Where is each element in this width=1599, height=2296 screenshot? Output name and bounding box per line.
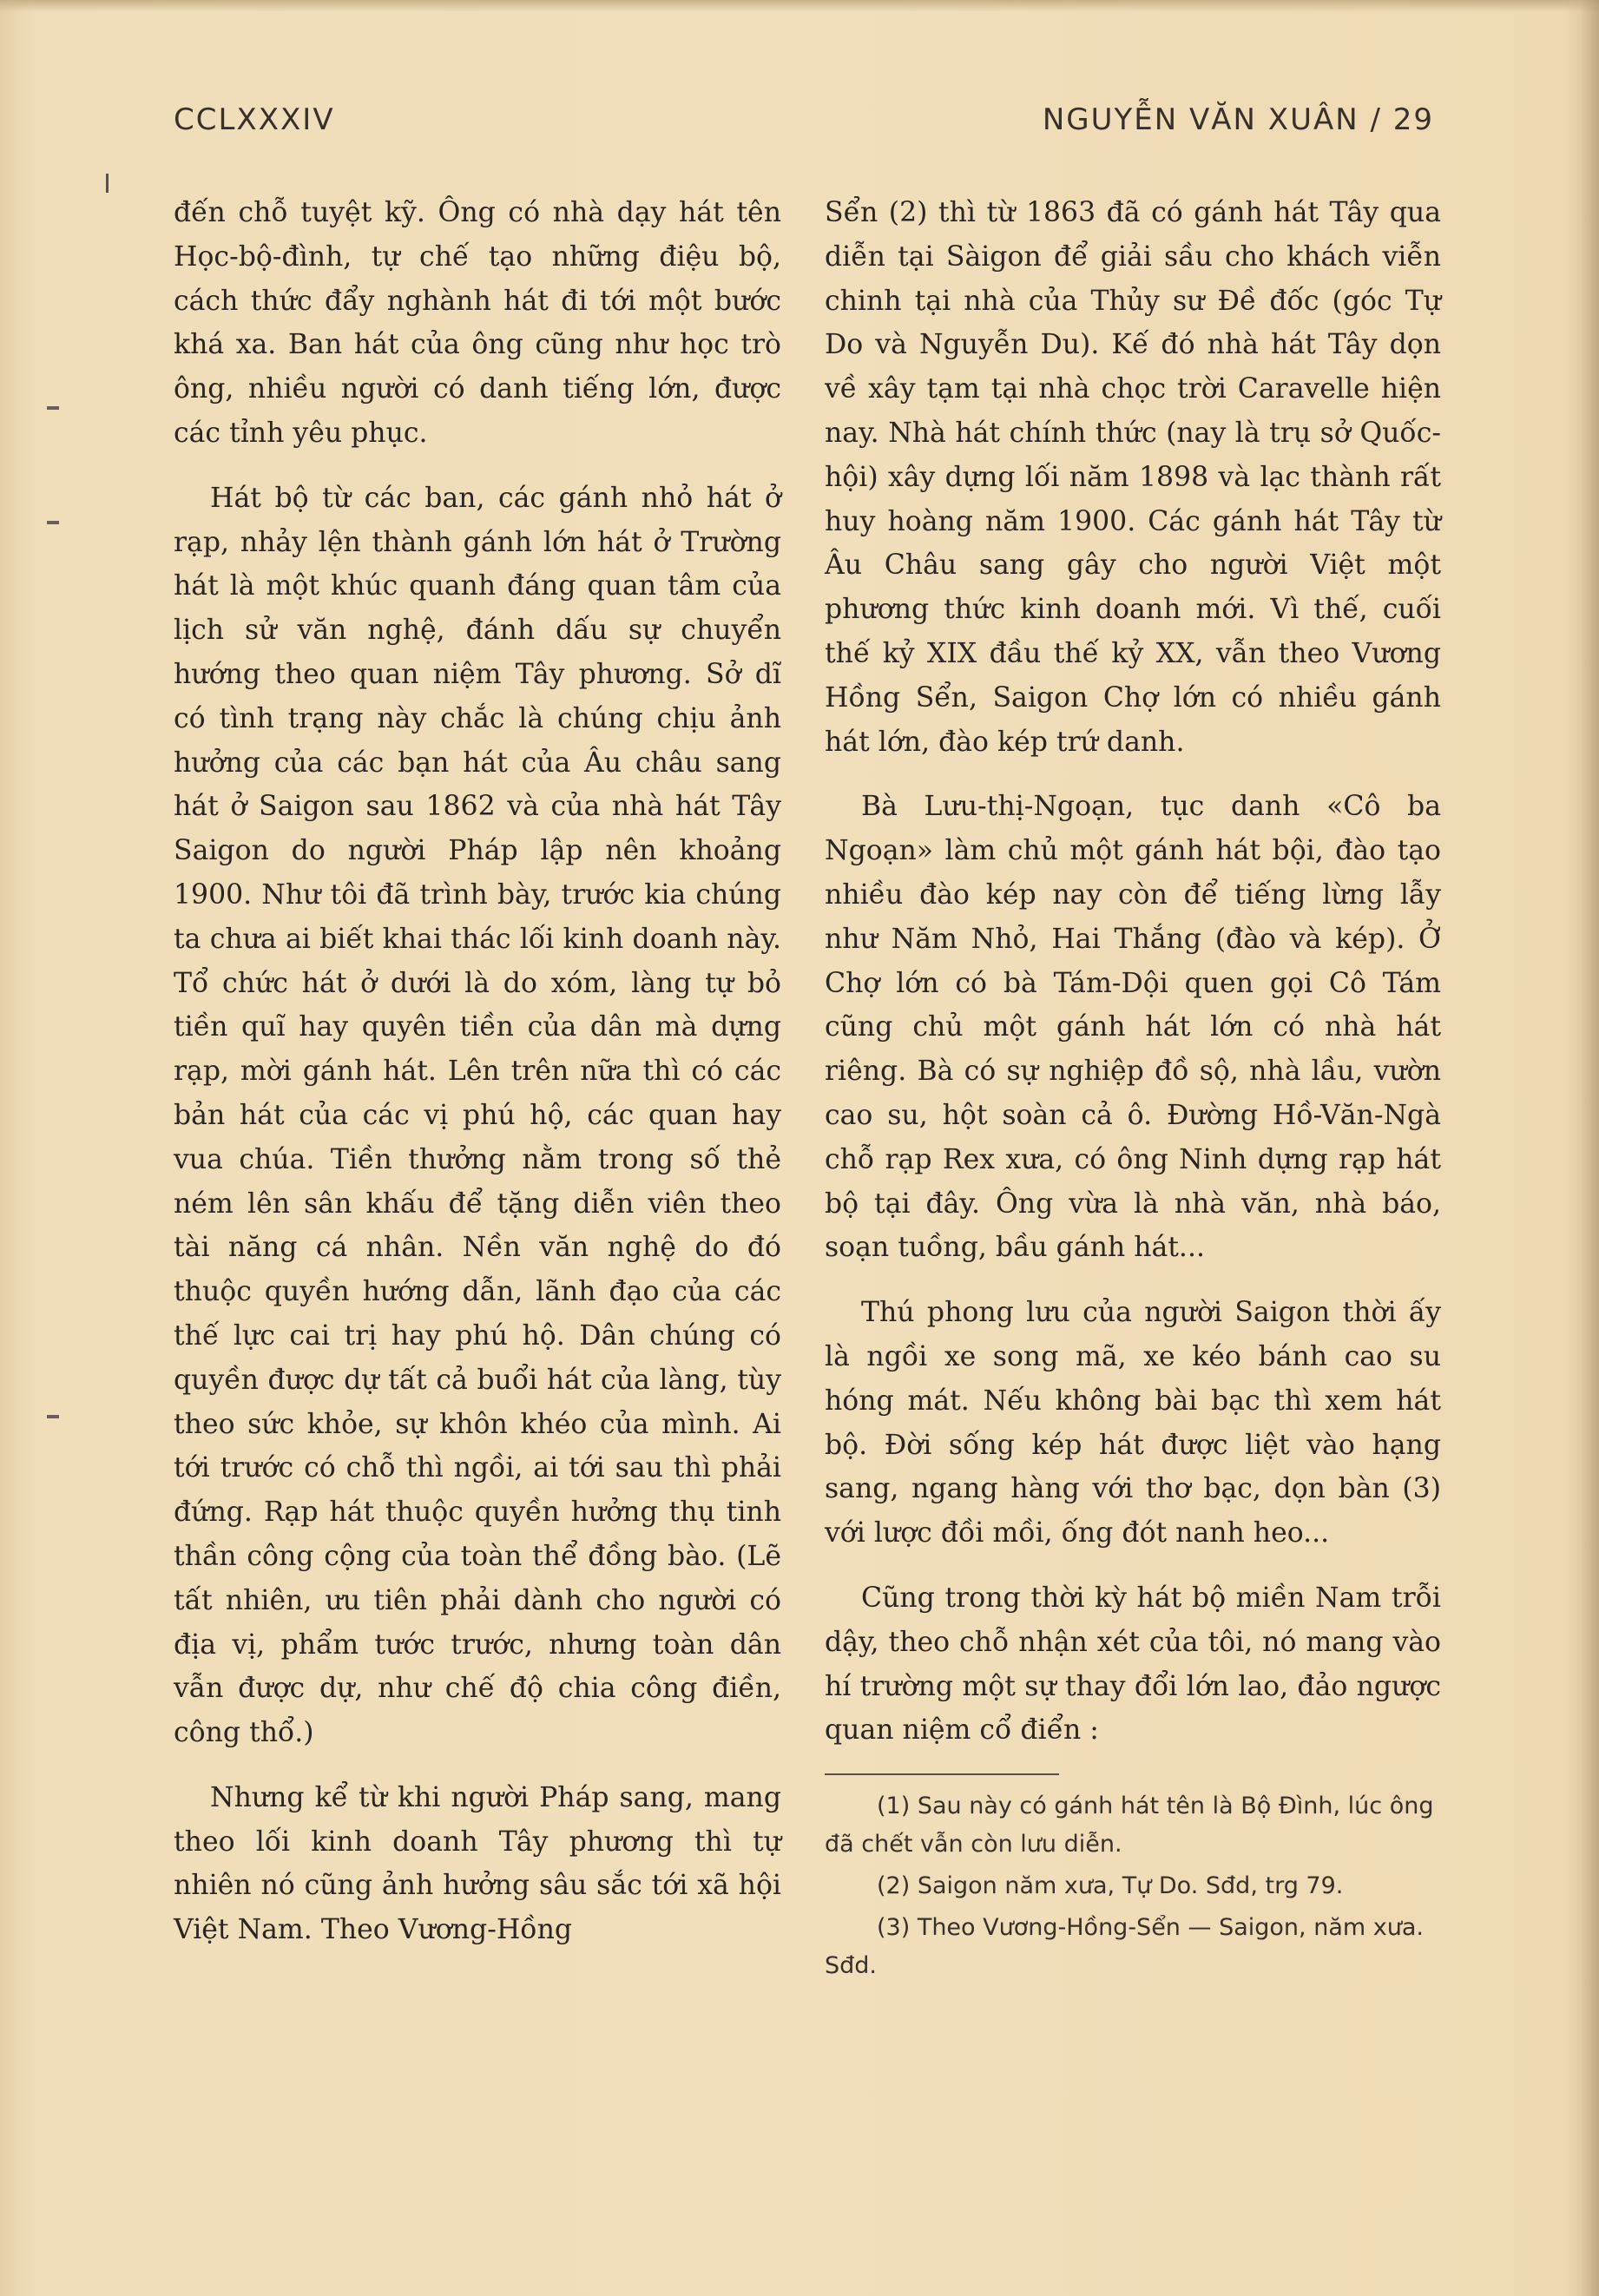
journal-issue-number: CCLXXXIV: [174, 102, 335, 137]
running-header: [174, 102, 1434, 155]
paragraph: Thú phong lưu của người Saigon thời ấy là ngồi xe song mã, xe kéo bánh cao su hóng mát. Nếu không bài bạc thì xem hát bộ. Đời sống kép hát được liệt vào hạng sang, ngang hàng với thơ bạc, dọn bàn (3) với lược đồi mồi, ống đót nanh heo...: [825, 1297, 1441, 1549]
paragraph: Cũng trong thời kỳ hát bộ miền Nam trỗi dậy, theo chỗ nhận xét của tôi, nó mang vào hí trường một sự thay đổi lớn lao, đảo ngược quan niệm cổ điển :: [825, 1582, 1441, 1747]
left-column: [174, 191, 781, 1973]
footnote: (2) Saigon năm xưa, Tự Do. Sđd, trg 79.: [877, 1872, 1344, 1900]
page-top-edge: [0, 0, 1599, 12]
paragraph: Bà Lưu-thị-Ngoạn, tục danh «Cô ba Ngoạn» làm chủ một gánh hát bội, đào tạo nhiều đào kép nay còn để tiếng lừng lẫy như Năm Nhỏ, Hai Thắng (đào và kép). Ở Chợ lớn có bà Tám-Dội quen gọi Cô Tám cũng chủ một gánh hát lớn có nhà hát riêng. Bà có sự nghiệp đồ sộ, nhà lầu, vườn cao su, hột soàn cả ô. Đường Hồ-Văn-Ngà chỗ rạp Rex xưa, có ông Ninh dựng rạp hát bộ tại đây. Ông vừa là nhà văn, nhà báo, soạn tuồng, bầu gánh hát...: [825, 791, 1441, 1264]
margin-mark: [47, 406, 59, 410]
author-page-number: NGUYỄN VĂN XUÂN / 29: [1042, 102, 1434, 137]
page-right-edge: [1580, 0, 1599, 2296]
footnote: (3) Theo Vương-Hồng-Sển — Saigon, năm xưa. Sđd.: [825, 1914, 1424, 1980]
paragraph: Hát bộ từ các ban, các gánh nhỏ hát ở rạp, nhảy lện thành gánh lớn hát ở Trường hát là một khúc quanh đáng quan tâm của lịch sử văn nghệ, đánh dấu sự chuyển hướng theo quan niệm Tây phương. Sở dĩ có tình trạng này chắc là chúng chịu ảnh hưởng của các bạn hát của Âu châu sang hát ở Saigon sau 1862 và của nhà hát Tây Saigon do người Pháp lập nên khoảng 1900. Như tôi đã trình bày, trước kia chúng ta chưa ai biết khai thác lối kinh doanh này. Tổ chức hát ở dưới là do xóm, làng tự bỏ tiền quĩ hay quyên tiền của dân mà dựng rạp, mời gánh hát. Lên trên nữa thì có các bản hát của các vị phú hộ, các quan hay vua chúa. Tiền thưởng nằm trong số thẻ ném lên sân khấu để tặng diễn viên theo tài năng cá nhân. Nền văn nghệ do đó thuộc quyền hướng dẫn, lãnh đạo của các thế lực cai trị hay phú hộ. Dân chúng có quyền được dự tất cả buổi hát của làng, tùy theo sức khỏe, sự khôn khéo của mình. Ai tới trước có chỗ thì ngồi, ai tới sau thì phải đứng. Rạp hát thuộc quyền hưởng thụ tinh thần công cộng của toàn thể đồng bào. (Lẽ tất nhiên, ưu tiên phải dành cho người có địa vị, phẩm tước trước, nhưng toàn dân vẫn được dự, như chế độ chia công điền, công thổ.): [174, 482, 781, 1749]
right-column: [825, 191, 1441, 1989]
margin-mark: [106, 174, 109, 193]
margin-mark: [47, 1415, 59, 1418]
footnote-divider: [825, 1773, 1059, 1775]
paragraph: Sển (2) thì từ 1863 đã có gánh hát Tây qua diễn tại Sàigon để giải sầu cho khách viễn chinh tại nhà của Thủy sư Đề đốc (góc Tự Do và Nguyễn Du). Kế đó nhà hát Tây dọn về xây tạm tại nhà chọc trời Caravelle hiện nay. Nhà hát chính thức (nay là trụ sở Quốc-hội) xây dựng lối năm 1898 và lạc thành rất huy hoàng năm 1900. Các gánh hát Tây từ Âu Châu sang gây cho người Việt một phương thức kinh doanh mới. Vì thế, cuối thế kỷ XIX đầu thế kỷ XX, vẫn theo Vương Hồng Sển, Saigon Chợ lớn có nhiều gánh hát lớn, đào kép trứ danh.: [825, 197, 1441, 758]
paragraph: Nhưng kể từ khi người Pháp sang, mang theo lối kinh doanh Tây phương thì tự nhiên nó cũng ảnh hưởng sâu sắc tới xã hội Việt Nam. Theo Vương-Hồng: [174, 1781, 781, 1946]
footnote: (1) Sau này có gánh hát tên là Bộ Đình, lúc ông đã chết vẫn còn lưu diễn.: [825, 1793, 1434, 1859]
paragraph: đến chỗ tuyệt kỹ. Ông có nhà dạy hát tên Học-bộ-đình, tự chế tạo những điệu bộ, cách thức đẩy nghành hát đi tới một bước khá xa. Ban hát của ông cũng như học trò ông, nhiều người có danh tiếng lớn, được các tỉnh yêu phục.: [174, 197, 781, 449]
margin-mark: [47, 521, 59, 524]
